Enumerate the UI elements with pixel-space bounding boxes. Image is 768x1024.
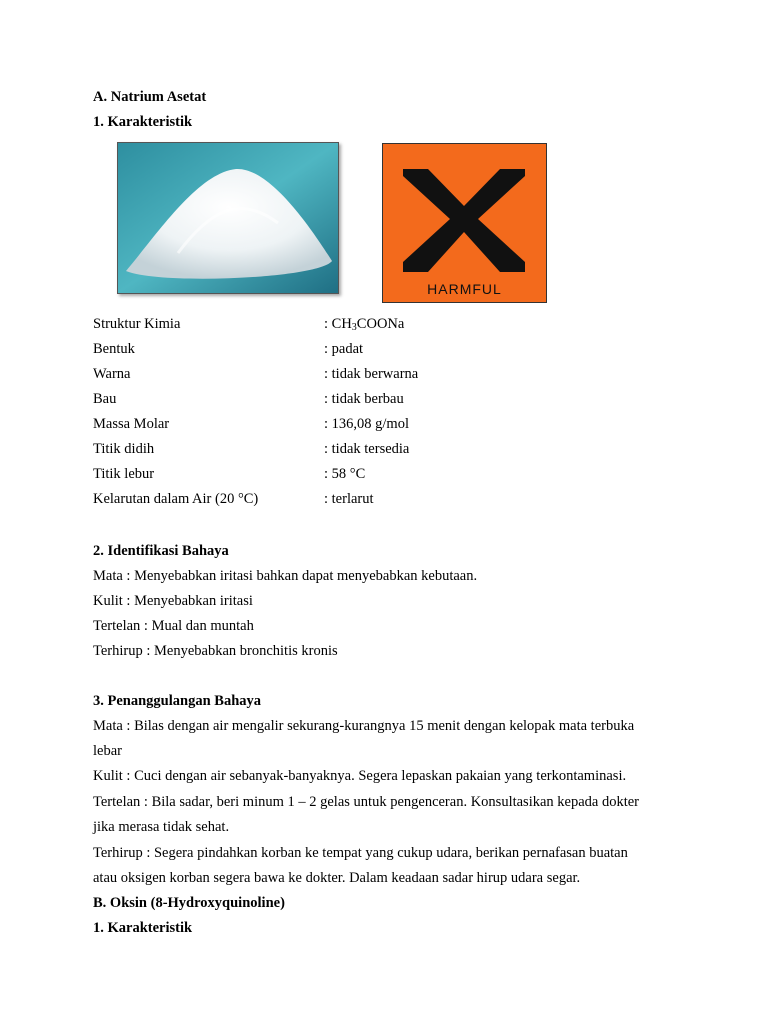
property-label: Warna	[93, 366, 131, 382]
harmful-hazard-symbol	[382, 143, 547, 303]
identifikasi-heading: 2. Identifikasi Bahaya	[93, 543, 229, 559]
penanggulangan-heading: 3. Penanggulangan Bahaya	[93, 693, 262, 709]
section-a-karakteristik-heading: 1. Karakteristik	[93, 114, 193, 130]
penanggulangan-line: Mata : Bilas dengan air mengalir sekurang-kurangnya 15 menit dengan kelopak mata terbuka	[93, 718, 635, 734]
property-value: : padat	[324, 341, 364, 357]
property-value: : tidak berwarna	[324, 366, 419, 382]
property-value: : 58 °C	[324, 466, 366, 482]
property-value: : terlarut	[324, 491, 374, 507]
property-value: : $CH_3COONa$	[324, 316, 405, 333]
property-value: : 136,08 g/mol	[324, 416, 409, 432]
property-label: Struktur Kimia	[93, 316, 181, 332]
x-cross-icon	[383, 144, 546, 302]
property-value: : tidak tersedia	[324, 441, 410, 457]
penanggulangan-line: jika merasa tidak sehat.	[93, 819, 230, 835]
property-label: Kelarutan dalam Air (20 °C)	[93, 491, 259, 507]
harmful-label: HARMFUL	[427, 281, 502, 297]
identifikasi-line: Tertelan : Mual dan muntah	[93, 618, 254, 634]
section-b-title: B. Oksin (8-Hydroxyquinoline)	[93, 895, 285, 911]
identifikasi-line: Terhirup : Menyebabkan bronchitis kronis	[93, 643, 338, 659]
property-label: Titik didih	[93, 441, 155, 457]
property-label: Massa Molar	[93, 416, 170, 432]
property-label: Bau	[93, 391, 117, 407]
identifikasi-line: Kulit : Menyebabkan iritasi	[93, 593, 253, 609]
identifikasi-line: Mata : Menyebabkan iritasi bahkan dapat menyebabkan kebutaan.	[93, 568, 478, 584]
property-value: : tidak berbau	[324, 391, 404, 407]
section-b-karakteristik-heading: 1. Karakteristik	[93, 920, 193, 936]
property-label: Bentuk	[93, 341, 135, 357]
penanggulangan-line: Terhirup : Segera pindahkan korban ke tempat yang cukup udara, berikan pernafasan buatan	[93, 845, 628, 861]
penanggulangan-line: lebar	[93, 743, 122, 759]
penanggulangan-line: Tertelan : Bila sadar, beri minum 1 – 2 gelas untuk pengenceran. Konsultasikan kepada dokter	[93, 794, 640, 810]
sodium-acetate-powder-image	[117, 142, 339, 294]
section-a-title: A. Natrium Asetat	[93, 89, 207, 105]
penanggulangan-line: Kulit : Cuci dengan air sebanyak-banyaknya. Segera lepaskan pakaian yang terkontaminasi.	[93, 768, 627, 784]
penanggulangan-line: atau oksigen korban segera bawa ke dokter. Dalam keadaan sadar hirup udara segar.	[93, 870, 581, 886]
property-label: Titik lebur	[93, 466, 155, 482]
